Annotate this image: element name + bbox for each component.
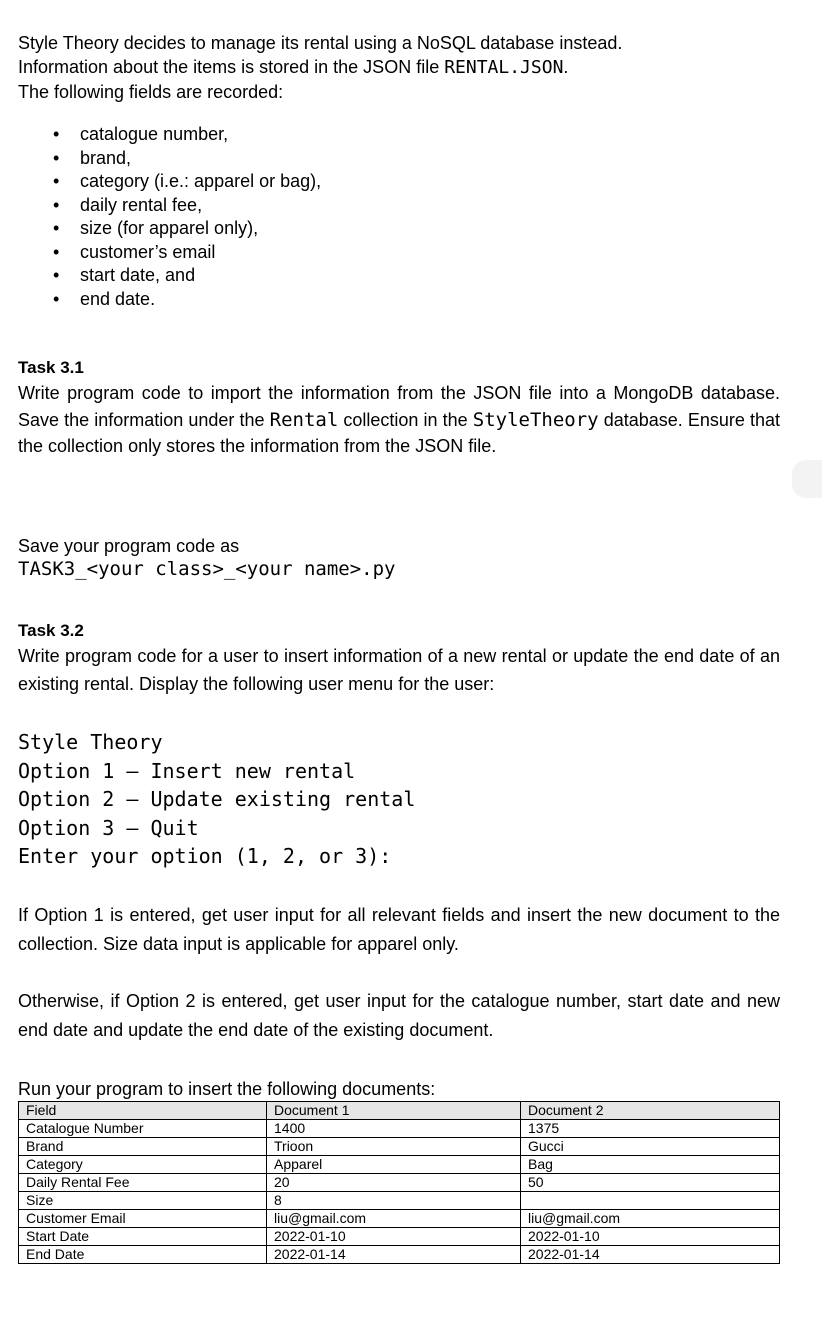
styletheory-database-name: StyleTheory [472, 408, 599, 431]
table-header-cell: Document 1 [267, 1102, 521, 1120]
bullet-icon: • [53, 194, 60, 215]
list-item [18, 288, 321, 312]
task-3-1-description [18, 380, 780, 460]
rental-collection-name: Rental [269, 408, 339, 431]
list-item-text: daily rental fee, [80, 194, 203, 215]
user-menu [18, 728, 415, 871]
table-cell: Start Date [19, 1228, 267, 1246]
table-cell: 2022-01-14 [521, 1246, 780, 1264]
menu-title: Style Theory [18, 730, 163, 754]
option-1-description: If Option 1 is entered, get user input for all relevant fields and insert the new document to the collection. Size data input is applicable for apparel only. [18, 905, 780, 954]
table-cell: End Date [19, 1246, 267, 1264]
table-cell: Customer Email [19, 1210, 267, 1228]
intro-line-2-end: . [563, 57, 569, 77]
table-header-cell: Field [19, 1102, 267, 1120]
table-cell: Brand [19, 1138, 267, 1156]
table-row [19, 1210, 780, 1228]
table-header-row [19, 1102, 780, 1120]
table-row [19, 1228, 780, 1246]
task-3-2-description: Write program code for a user to insert information of a new rental or update the end date of an existing rental. Display the following user menu for the user: [18, 646, 780, 694]
list-item [18, 170, 321, 194]
menu-option-1: Option 1 – Insert new rental [18, 758, 356, 783]
list-item [18, 147, 321, 171]
table-cell: Daily Rental Fee [19, 1174, 267, 1192]
table-cell: Trioon [267, 1138, 521, 1156]
table-cell: 8 [267, 1192, 521, 1210]
table-cell: Catalogue Number [19, 1120, 267, 1138]
bullet-icon: • [53, 171, 60, 191]
task-3-1-text-c: database. Ensure that the collection only stores the information from the JSON file. [18, 409, 781, 456]
list-item-text: customer’s email [80, 241, 216, 262]
table-cell: liu@gmail.com [267, 1210, 521, 1228]
bullet-icon: • [53, 147, 60, 168]
table-cell: Category [19, 1156, 267, 1174]
list-item-text: end date. [80, 288, 156, 309]
table-cell: 2022-01-10 [521, 1228, 780, 1246]
table-cell: 20 [267, 1174, 521, 1192]
menu-prompt: Enter your option (1, 2, or 3): [18, 844, 392, 868]
table-row [19, 1246, 780, 1264]
table-cell [521, 1192, 780, 1210]
table-cell: 1400 [267, 1120, 521, 1138]
table-cell: 1375 [521, 1120, 780, 1138]
list-item-text: catalogue number, [80, 124, 229, 144]
list-item [18, 264, 321, 288]
list-item [18, 241, 321, 265]
table-cell: Bag [521, 1156, 780, 1174]
bullet-icon: • [53, 265, 60, 285]
fields-list [18, 123, 321, 311]
list-item-text: category (i.e.: apparel or bag), [80, 171, 322, 191]
table-row [19, 1120, 780, 1138]
bullet-icon: • [53, 288, 60, 309]
intro-line-3: The following fields are recorded: [18, 82, 284, 102]
run-instruction: Run your program to insert the following documents: [18, 1079, 436, 1099]
save-instruction: Save your program code as [18, 536, 240, 556]
json-filename: RENTAL.JSON [444, 57, 564, 78]
side-scroll-tab[interactable] [792, 460, 822, 498]
menu-option-2: Option 2 – Update existing rental [18, 787, 416, 811]
table-header-cell: Document 2 [521, 1102, 780, 1120]
task-3-1-text-a: Write program code to import the information from the JSON file into a MongoDB database. Save the information under the [18, 383, 780, 430]
table-cell: liu@gmail.com [521, 1210, 780, 1228]
table-cell: 50 [521, 1174, 780, 1192]
table-cell: Gucci [521, 1138, 780, 1156]
intro-line-1: Style Theory decides to manage its rental using a NoSQL database instead. [18, 33, 623, 53]
table-cell: 2022-01-14 [267, 1246, 521, 1264]
task-3-2-heading: Task 3.2 [18, 621, 84, 640]
menu-option-3: Option 3 – Quit [18, 815, 199, 840]
documents-table [18, 1101, 780, 1264]
list-item [18, 123, 321, 147]
list-item-text: start date, and [80, 265, 196, 285]
list-item-text: size (for apparel only), [80, 218, 259, 238]
table-row [19, 1138, 780, 1156]
table-cell: Size [19, 1192, 267, 1210]
list-item [18, 217, 321, 241]
bullet-icon: • [53, 124, 60, 144]
table-row [19, 1192, 780, 1210]
intro-line-2 [18, 55, 780, 80]
list-item-text: brand, [80, 147, 132, 168]
task-3-1-heading: Task 3.1 [18, 358, 84, 377]
intro-line-2-text: Information about the items is stored in the JSON file [18, 57, 445, 77]
bullet-icon: • [53, 218, 60, 238]
table-row [19, 1174, 780, 1192]
intro-section [18, 31, 780, 104]
task-3-1-text-b: collection in the [338, 409, 473, 430]
option-2-description: Otherwise, if Option 2 is entered, get user input for the catalogue number, start date and new end date and update the end date of the existing document. [18, 991, 780, 1040]
bullet-icon: • [53, 241, 60, 262]
save-filename: TASK3_<your class>_<your name>.py [18, 558, 396, 580]
list-item [18, 194, 321, 218]
table-cell: Apparel [267, 1156, 521, 1174]
table-row [19, 1156, 780, 1174]
table-cell: 2022-01-10 [267, 1228, 521, 1246]
